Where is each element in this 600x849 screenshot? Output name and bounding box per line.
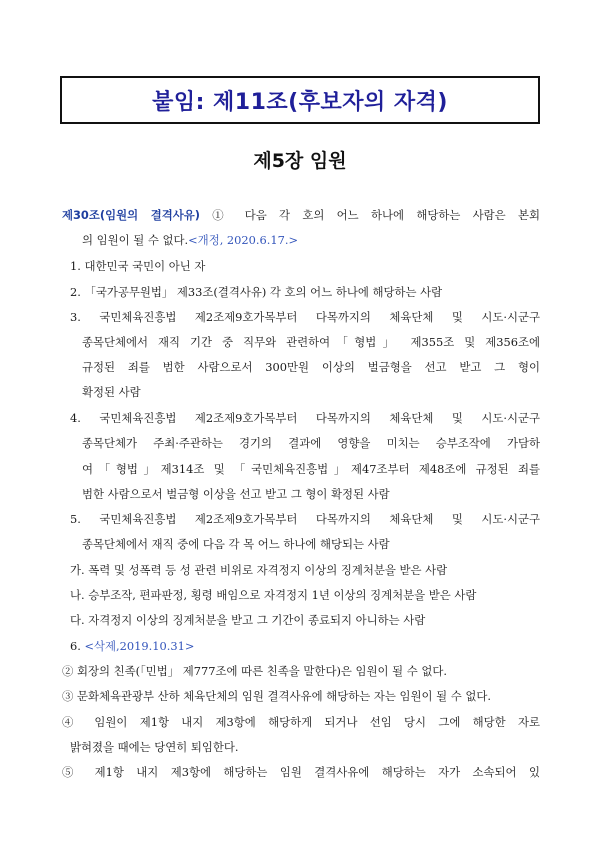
item-2: 2. 「국가공무원법」 제33조(결격사유) 각 호의 어느 하나에 해당하는 사람 bbox=[70, 285, 443, 299]
article-first-line bbox=[62, 206, 540, 224]
title-box bbox=[60, 76, 540, 124]
paragraph-1-line-2-row bbox=[82, 231, 298, 249]
item-3-line-3: 규정된 죄를 범한 사람으로서 300만원 이상의 벌금형을 선고 받고 그 형이 bbox=[82, 360, 540, 374]
item-4-line-1: 4. 국민체육진흥법 제2조제9호가목부터 다목까지의 체육단체 및 시도·시군구 bbox=[70, 411, 540, 425]
item-3-line-2: 종목단체에서 재직 기간 중 직무와 관련하여「형법」 제355조 및 제356조에 bbox=[82, 335, 540, 349]
chapter-heading: 제5장 임원 bbox=[253, 150, 347, 172]
subitem-ga: 가. 폭력 및 성폭력 등 성 관련 비위로 자격정지 이상의 징계처분을 받은 사람 bbox=[70, 563, 448, 577]
paragraph-4-line-1: ④ 임원이 제1항 내지 제3항에 해당하게 되거나 선임 당시 그에 해당한 자로 bbox=[62, 715, 540, 729]
paragraph-3: ③ 문화체육관광부 산하 체육단체의 임원 결격사유에 해당하는 자는 임원이 될 수 없다. bbox=[62, 689, 491, 703]
item-4-line-3: 여「형법」제314조 및 「국민체육진흥법」제47조부터 제48조에 규정된 죄를 bbox=[82, 462, 540, 476]
paragraph-1-line-1: ① 다음 각 호의 어느 하나에 해당하는 사람은 본회 bbox=[212, 208, 540, 222]
item-6-deleted-note: <삭제,2019.10.31> bbox=[84, 639, 195, 653]
subitem-na: 나. 승부조작, 편파판정, 횡령 배임으로 자격정지 1년 이상의 징계처분을 받은 사람 bbox=[70, 588, 477, 602]
paragraph-1-line-2: 의 임원이 될 수 없다. bbox=[82, 233, 189, 247]
paragraph-2: ② 회장의 친족(「민법」 제777조에 따른 친족을 말한다)은 임원이 될 수 없다. bbox=[62, 664, 448, 678]
item-1: 1. 대한민국 국민이 아닌 자 bbox=[70, 259, 206, 273]
paragraph-5-line-1: ⑤ 제1항 내지 제3항에 해당하는 임원 결격사유에 해당하는 자가 소속되어 있 bbox=[62, 765, 540, 779]
item-3-line-4: 확정된 사람 bbox=[82, 385, 141, 399]
item-6-number: 6. bbox=[70, 639, 81, 653]
item-5-line-2: 종목단체에서 재직 중에 다음 각 목 어느 하나에 해당되는 사람 bbox=[82, 537, 390, 551]
item-6 bbox=[70, 637, 194, 655]
document-title: 붙임: 제11조(후보자의 자격) bbox=[152, 89, 448, 115]
item-4-line-2: 종목단체가 주최·주관하는 경기의 결과에 영향을 미치는 승부조작에 가담하 bbox=[82, 436, 540, 450]
article-heading: 제30조(임원의 결격사유) bbox=[62, 208, 200, 222]
subitem-da: 다. 자격정지 이상의 징계처분을 받고 그 기간이 종료되지 아니하는 사람 bbox=[70, 613, 426, 627]
item-5-line-1: 5. 국민체육진흥법 제2조제9호가목부터 다목까지의 체육단체 및 시도·시군구 bbox=[70, 512, 540, 526]
paragraph-4-line-2: 밝혀졌을 때에는 당연히 퇴임한다. bbox=[70, 740, 239, 754]
item-3-line-1: 3. 국민체육진흥법 제2조제9호가목부터 다목까지의 체육단체 및 시도·시군구 bbox=[70, 310, 540, 324]
item-4-line-4: 범한 사람으로서 벌금형 이상을 선고 받고 그 형이 확정된 사람 bbox=[82, 487, 390, 501]
paragraph-1-revision: <개정, 2020.6.17.> bbox=[188, 233, 299, 247]
